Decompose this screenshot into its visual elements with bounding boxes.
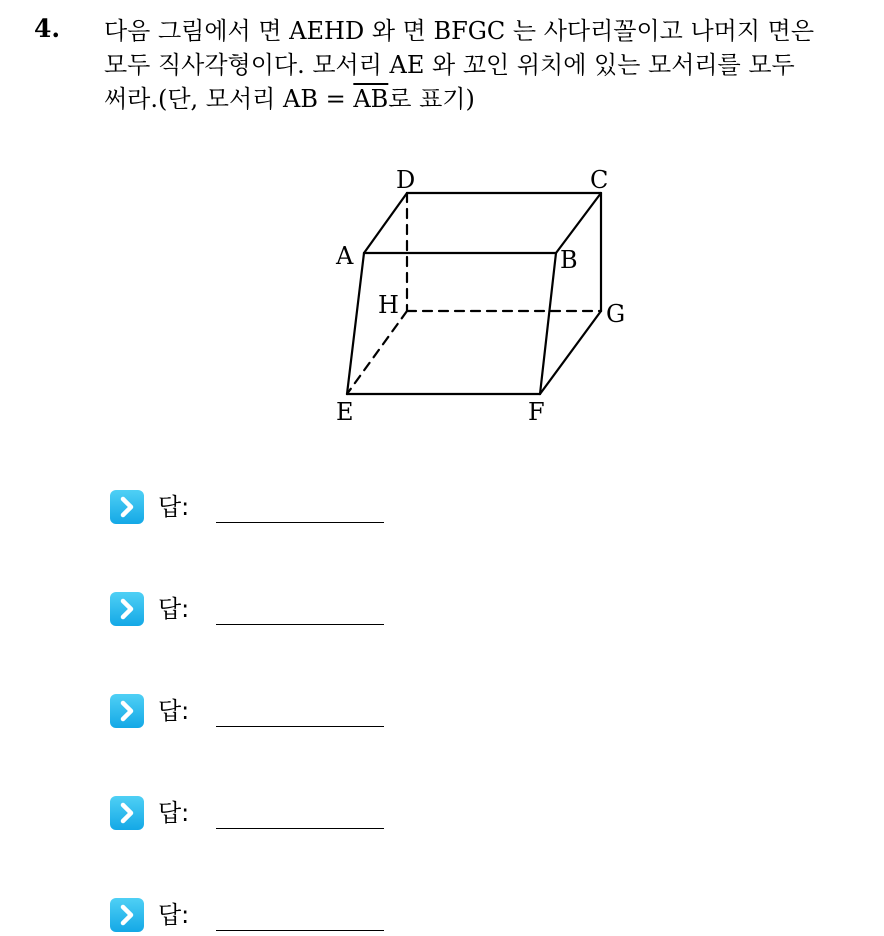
answer-label: 답: [158,697,190,725]
vertex-label-B: B [560,246,578,274]
question-line-1: 다음 그림에서 면 AEHD 와 면 BFGC 는 사다리꼴이고 나머지 면은 [104,17,814,45]
answer-label: 답: [158,799,190,827]
answer-blank-1[interactable] [216,522,384,523]
edge-BC [556,193,601,253]
vertex-label-E: E [336,398,354,426]
arrow-right-icon [110,694,144,728]
question-line-3 [104,82,874,116]
answer-label: 답: [158,595,190,623]
arrow-right-icon [110,592,144,626]
question-number: 4. [34,14,61,43]
prism-figure [320,160,640,430]
edge-FG [540,311,601,394]
edge-BF [540,253,556,394]
arrow-right-icon [110,796,144,830]
question-text [104,14,874,116]
edge-AD [364,193,407,253]
answer-blank-4[interactable] [216,828,384,829]
arrow-right-icon [110,898,144,932]
question-line-3-prefix: 써라.(단, 모서리 AB = [104,85,354,113]
answer-blank-5[interactable] [216,930,384,931]
vertex-label-F: F [528,398,545,426]
vertex-label-A: A [336,242,354,270]
question-line-2: 모두 직사각형이다. 모서리 AE 와 꼬인 위치에 있는 모서리를 모두 [104,51,795,79]
answer-label: 답: [158,493,190,521]
vertex-label-C: C [590,166,609,194]
vertex-label-H: H [378,291,399,319]
edge-AE [347,253,364,394]
answer-blank-2[interactable] [216,624,384,625]
answer-label: 답: [158,901,190,929]
vertex-label-G: G [606,300,626,328]
edge-notation: $\overline{AB}$ [353,85,389,113]
answer-blank-3[interactable] [216,726,384,727]
arrow-right-icon [110,490,144,524]
vertex-label-D: D [396,166,416,194]
question-line-3-suffix: 로 표기) [388,85,475,113]
